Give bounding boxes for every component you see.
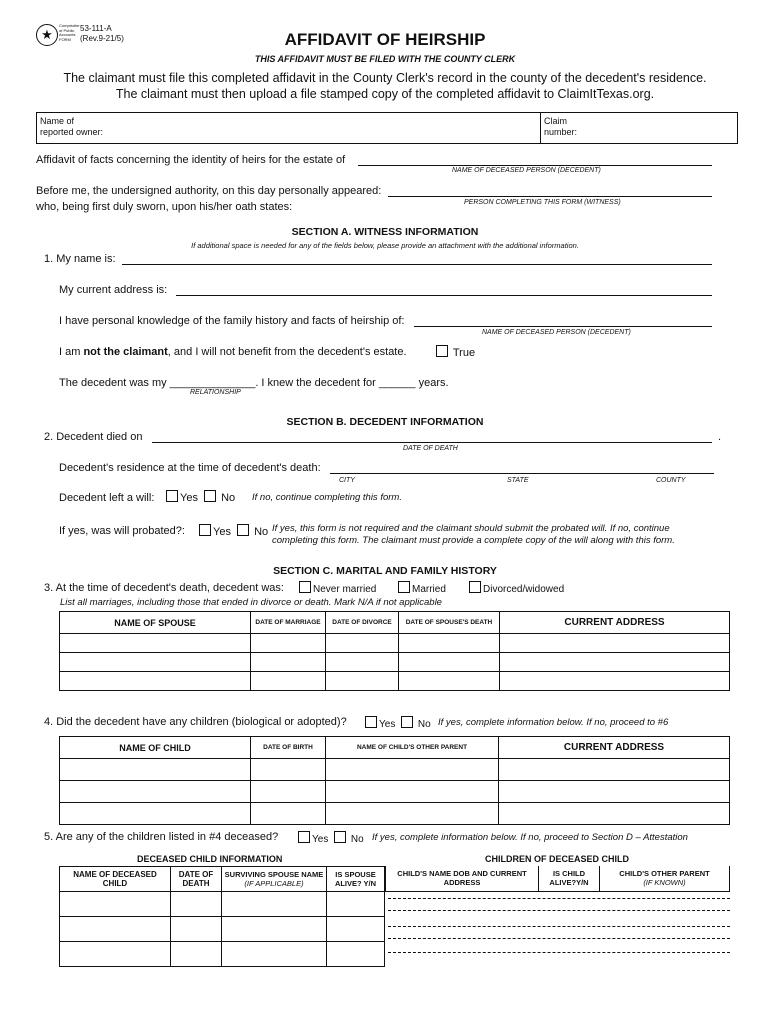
residence-label: Decedent's residence at the time of decedent's death: [59,462,321,474]
children-yes-checkbox[interactable] [365,716,377,728]
table-row[interactable] [60,653,730,672]
reported-owner-field[interactable] [40,116,103,138]
claimant-bold: not the claimant [83,346,168,358]
death-caption: DATE OF DEATH [403,445,458,452]
probated-yes-label: Yes [213,526,231,538]
children-yes-label: Yes [379,719,396,730]
spouse-alive-header: IS SPOUSE ALIVE? Y/N [327,867,385,892]
probated-options [199,524,268,538]
form-revision: (Rev.9-21/5) [80,34,124,43]
state-caption: STATE [507,477,529,484]
never-married-label: Never married [313,584,377,595]
surviving-spouse-header [222,867,327,892]
witness-caption: PERSON COMPLETING THIS FORM (WITNESS) [464,199,621,206]
deceased-yes-label: Yes [312,834,329,845]
deceased-child-header-row [60,867,385,892]
owner-claim-box [36,112,738,144]
knowledge-label: I have personal knowledge of the family history and facts of heirship of: [59,315,405,327]
table-row[interactable] [60,672,730,691]
section-a-note: If additional space is needed for any of the fields below, please provide an attachment with the additional information. [191,241,579,250]
dashed-line[interactable] [388,898,730,899]
instruction-2: The claimant must then upload a file stamped copy of the completed affidavit to ClaimItTexas.org. [115,87,655,101]
claim-label-2: number: [544,127,578,137]
owner-label-2: reported owner: [40,127,104,137]
sworn-label: who, being first duly sworn, upon his/her oath states: [36,201,293,213]
died-label: 2. Decedent died on [44,431,143,443]
claimant-statement [59,346,407,358]
if-applicable-label: (IF APPLICABLE) [244,879,304,888]
knowledge-caption: NAME OF DECEASED PERSON (DECEDENT) [482,329,631,336]
never-married-checkbox[interactable] [299,581,311,593]
spouse-header-row [60,612,730,634]
child-name-header: NAME OF CHILD [60,737,251,759]
relationship-label: The decedent was my ______________. I knew the decedent for ______ years. [59,377,449,389]
probated-label: If yes, was will probated?: [59,525,185,537]
table-row[interactable] [60,759,730,781]
table-row[interactable] [60,892,385,917]
section-c-title: SECTION C. MARITAL AND FAMILY HISTORY [273,565,497,577]
probated-no-label: No [254,526,269,538]
children-of-deceased-header-row [386,866,730,891]
q4-label: 4. Did the decedent have any children (biological or adopted)? [44,716,347,728]
children-of-deceased-table [385,866,730,892]
claimant-post: , and I will not benefit from the decedent's estate. [167,346,407,358]
table-row[interactable] [60,781,730,803]
q5-options [298,831,364,845]
my-name-label: 1. My name is: [44,253,116,265]
true-label: True [452,347,476,359]
form-number: 53-111-A [80,24,112,33]
address-label: My current address is: [59,284,168,296]
q3-label: 3. At the time of decedent's death, decedent was: [44,582,284,594]
facts-label: Affidavit of facts concerning the identity of heirs for the estate of [36,154,346,166]
spouse-death-header: DATE OF SPOUSE'S DEATH [399,612,500,634]
spouse-address-header: CURRENT ADDRESS [500,612,730,634]
child-alive-header: IS CHILD ALIVE?Y/N [539,866,600,891]
spouse-name-header: NAME OF SPOUSE [60,612,251,634]
deceased-child-heading: DECEASED CHILD INFORMATION [137,854,283,864]
county-caption: COUNTY [656,477,686,484]
divorce-date-header: DATE OF DIVORCE [326,612,399,634]
claimant-pre: I am [59,346,84,358]
owner-label-1: Name of [40,116,75,126]
city-caption: CITY [339,477,355,484]
probated-no-checkbox[interactable] [237,524,249,536]
deceased-child-table [59,866,385,967]
marriages-note: List all marriages, including those that ended in divorce or death. Mark N/A if not applicable [60,597,442,608]
box-divider [540,113,541,143]
residence-line[interactable] [330,473,714,474]
probated-note-2: completing this form. The claimant must provide a complete copy of the will along with this form. [272,535,675,546]
period: . [718,431,722,443]
will-no-checkbox[interactable] [204,490,216,502]
true-option [436,345,475,359]
will-yes-label: Yes [180,492,198,504]
will-note: If no, continue completing this form. [252,492,402,503]
dashed-line[interactable] [388,938,730,939]
child-other-parent-label: CHILD'S OTHER PARENT [619,869,710,879]
my-name-line[interactable] [122,264,712,265]
spouse-table [59,611,730,691]
children-of-deceased-heading: CHILDREN OF DECEASED CHILD [485,854,630,864]
child-other-parent-header [600,866,730,891]
will-options [166,490,235,504]
probated-note-1: If yes, this form is not required and the claimant should submit the probated will. If no, continue [272,523,670,534]
claim-number-field[interactable] [544,116,577,138]
logo-text: Comptroller of Public Accounts FORM [59,23,80,42]
deceased-yes-checkbox[interactable] [298,831,310,843]
will-label: Decedent left a will: [59,492,155,504]
address-line[interactable] [176,295,712,296]
claim-label-1: Claim [544,116,568,126]
divorced-checkbox[interactable] [469,581,481,593]
seal-icon: ★ [36,24,58,46]
decedent-caption: NAME OF DECEASED PERSON (DECEDENT) [452,167,601,174]
will-yes-checkbox[interactable] [166,490,178,502]
table-row[interactable] [60,803,730,825]
children-no-label: No [417,719,431,730]
if-known-label: (IF KNOWN) [643,878,686,888]
instructions [0,70,770,102]
married-checkbox[interactable] [398,581,410,593]
true-checkbox[interactable] [436,345,448,357]
probated-note [272,523,675,547]
married-label: Married [412,584,446,595]
probated-yes-checkbox[interactable] [199,524,211,536]
q4-note: If yes, complete information below. If no, proceed to #6 [438,717,669,728]
will-no-label: No [221,492,236,504]
children-header-row [60,737,730,759]
q5-label: 5. Are any of the children listed in #4 deceased? [44,831,279,843]
q5-note: If yes, complete information below. If no, proceed to Section D – Attestation [372,832,688,843]
child-dob-header: DATE OF BIRTH [251,737,326,759]
child-name-dob-header: CHILD'S NAME DOB AND CURRENT ADDRESS [386,866,539,891]
page-title: AFFIDAVIT OF HEIRSHIP [284,30,486,49]
deceased-child-death-header: DATE OF DEATH [171,867,222,892]
children-table [59,736,730,825]
dashed-line[interactable] [388,910,730,911]
q4-options [365,716,431,730]
children-no-checkbox[interactable] [401,716,413,728]
table-row[interactable] [60,942,385,967]
child-address-header: CURRENT ADDRESS [499,737,730,759]
never-married-option [299,581,376,595]
section-b-title: SECTION B. DECEDENT INFORMATION [286,416,484,428]
table-row[interactable] [60,634,730,653]
section-a-title: SECTION A. WITNESS INFORMATION [291,226,479,238]
date-of-death-line[interactable] [152,442,712,443]
divorced-option [469,581,564,595]
decedent-name-line[interactable] [358,165,712,166]
divorced-label: Divorced/widowed [483,584,565,595]
knowledge-line[interactable] [414,326,712,327]
witness-name-line[interactable] [388,196,712,197]
dashed-line[interactable] [388,926,730,927]
instruction-1: The claimant must file this completed affidavit in the County Clerk's record in the county of the decedent's residence. [63,71,707,85]
other-parent-header: NAME OF CHILD'S OTHER PARENT [326,737,499,759]
marriage-date-header: DATE OF MARRIAGE [251,612,326,634]
deceased-no-label: No [350,834,364,845]
deceased-child-name-header: NAME OF DECEASED CHILD [60,867,171,892]
married-option [398,581,446,595]
table-row[interactable] [60,917,385,942]
before-me-label: Before me, the undersigned authority, on this day personally appeared: [36,185,382,197]
relationship-caption: RELATIONSHIP [190,389,241,396]
dashed-line[interactable] [388,952,730,953]
page-subtitle: THIS AFFIDAVIT MUST BE FILED WITH THE COUNTY CLERK [254,54,516,64]
surviving-spouse-label: SURVIVING SPOUSE NAME [224,870,324,879]
deceased-no-checkbox[interactable] [334,831,346,843]
